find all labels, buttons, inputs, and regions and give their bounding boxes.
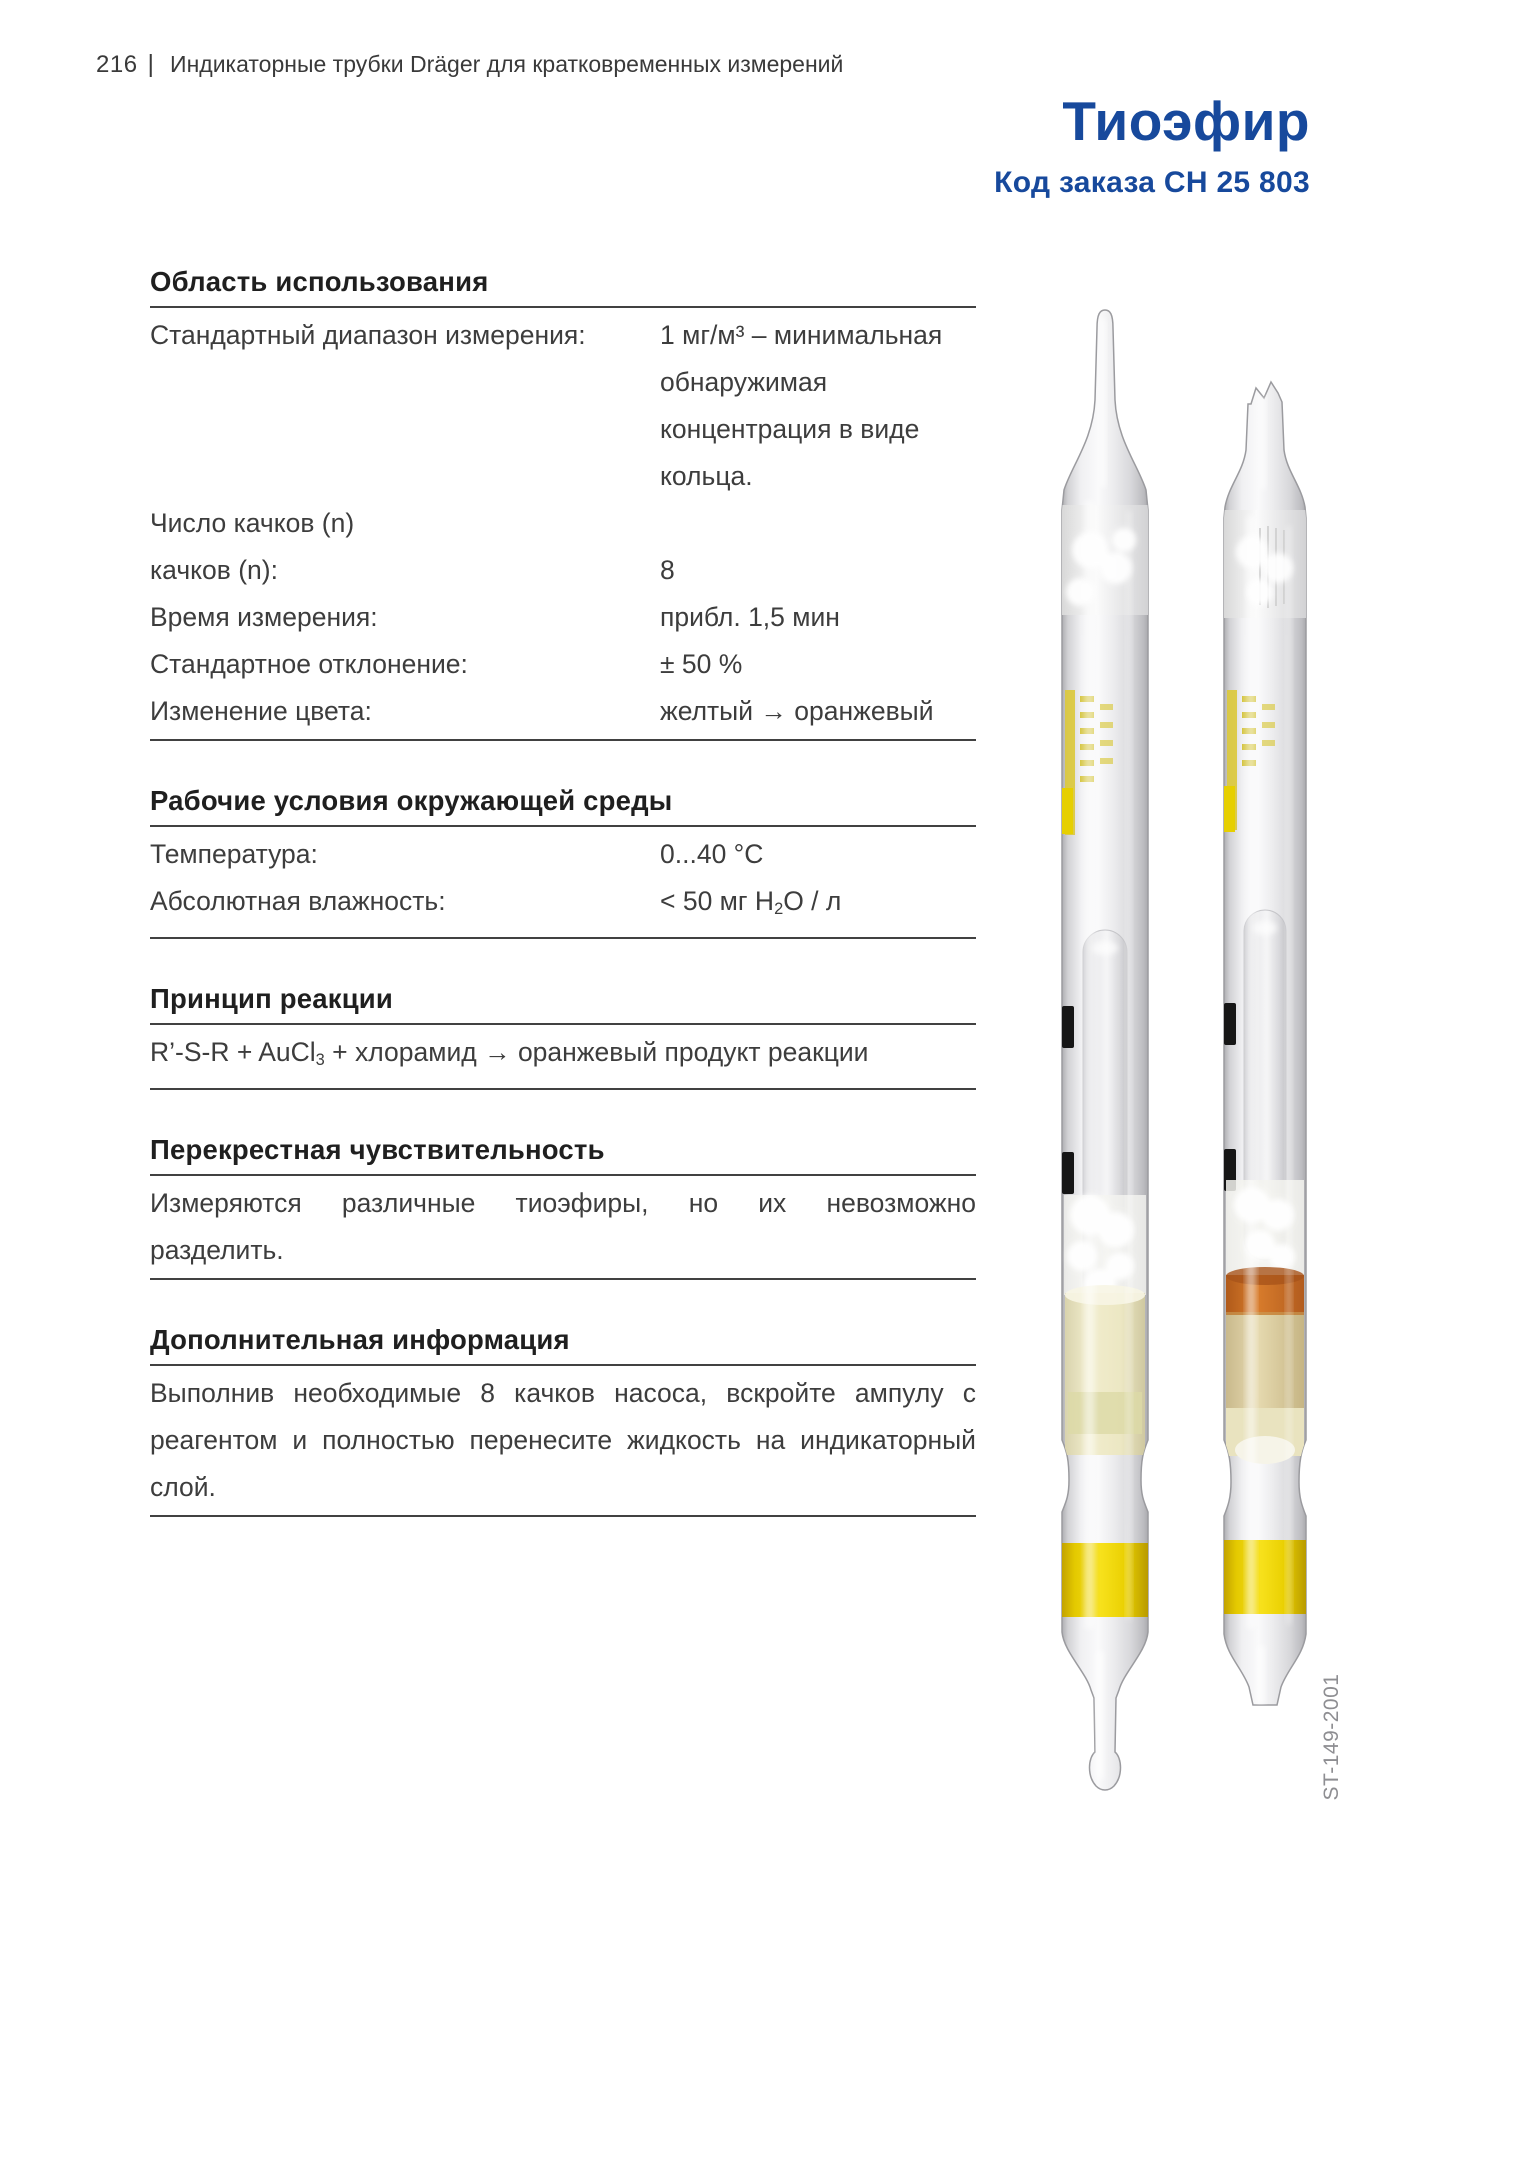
section-additional-info-body xyxy=(150,1364,976,1517)
paragraph-line: слой. xyxy=(150,1472,216,1503)
row-value-line: 1 мг/м³ – минимальная xyxy=(660,320,943,350)
section-cross-sensitivity xyxy=(150,1134,976,1280)
product-name: Тиоэфир xyxy=(1062,90,1310,152)
tube-right-indicator-layer xyxy=(1226,1315,1304,1410)
section-reaction-body xyxy=(150,1023,976,1090)
section-application-body xyxy=(150,306,976,741)
tube-right-black-mark xyxy=(1224,1003,1236,1045)
tube-right xyxy=(1224,382,1306,1705)
row-label: Стандартный диапазон измерения: xyxy=(150,320,586,350)
photo-reference-label: ST-149-2001 xyxy=(1320,1673,1343,1801)
tubes-illustration xyxy=(1020,300,1360,1800)
row-value: 0...40 °C xyxy=(660,839,764,869)
tube-left-yellow-mark xyxy=(1062,788,1073,834)
section-application-heading: Область использования xyxy=(150,266,489,297)
formula-post: + хлорамид → оранжевый продукт реакции xyxy=(324,1037,869,1068)
table-row xyxy=(150,547,976,594)
row-label: Число качков (n) xyxy=(150,508,355,538)
humidity-sub: 2 xyxy=(774,900,784,919)
section-ambient xyxy=(150,785,976,939)
formula-pre: R’-S-R + AuCl xyxy=(150,1037,316,1068)
page-header xyxy=(96,50,843,79)
row-value xyxy=(660,500,976,547)
row-value-multiline xyxy=(660,312,976,500)
paragraph-line: Выполнив необходимые 8 качков насоса, вскройте ампулу с xyxy=(150,1378,976,1409)
paragraph-line: реагентом и полностью перенесите жидкость на индикаторный xyxy=(150,1425,976,1456)
table-row xyxy=(150,688,976,735)
humidity-post: O / л xyxy=(783,886,842,916)
row-value: 8 xyxy=(660,555,675,585)
header-title: Индикаторные трубки Dräger для кратковременных измерений xyxy=(170,51,844,77)
formula-line xyxy=(150,1029,976,1084)
row-label: Температура: xyxy=(150,839,318,869)
section-reaction xyxy=(150,983,976,1090)
row-value-line: концентрация в виде xyxy=(660,414,920,444)
reaction-formula xyxy=(150,1029,976,1084)
table-row xyxy=(150,500,976,547)
row-value xyxy=(660,878,976,933)
table-row xyxy=(150,878,976,933)
row-label: Время измерения: xyxy=(150,602,378,632)
table-row xyxy=(150,594,976,641)
formula-sub: 3 xyxy=(315,1051,325,1070)
tube-left xyxy=(1062,310,1148,1790)
row-label: качков (n): xyxy=(150,555,278,585)
section-application xyxy=(150,266,976,741)
page-number: 216 xyxy=(96,51,138,78)
row-label: Изменение цвета: xyxy=(150,696,372,726)
indicator-tubes-photo xyxy=(1020,300,1360,1800)
section-additional-info xyxy=(150,1324,976,1517)
section-additional-info-heading: Дополнительная информация xyxy=(150,1324,570,1356)
row-label: Абсолютная влажность: xyxy=(150,886,446,916)
section-reaction-heading: Принцип реакции xyxy=(150,983,394,1015)
section-ambient-heading: Рабочие условия окружающей среды xyxy=(150,785,673,816)
table-row xyxy=(150,831,976,878)
paragraph-line: Измеряются различные тиоэфиры, но их невозможно xyxy=(150,1188,976,1219)
tube-left-black-mark xyxy=(1062,1006,1074,1048)
row-value: желтый → оранжевый xyxy=(660,696,934,726)
tube-right-yellow-mark xyxy=(1224,786,1235,832)
product-title-block xyxy=(994,90,1310,200)
row-value-line: обнаружимая xyxy=(660,367,828,397)
tube-right-yellow-band xyxy=(1224,1540,1306,1614)
tube-left-yellow-band xyxy=(1062,1543,1148,1617)
section-ambient-body xyxy=(150,825,976,939)
row-value-line: кольца. xyxy=(660,461,753,491)
row-label: Стандартное отклонение: xyxy=(150,649,468,679)
paragraph-line: разделить. xyxy=(150,1235,284,1266)
content-column xyxy=(150,266,976,1517)
row-value: прибл. 1,5 мин xyxy=(660,602,840,632)
table-row xyxy=(150,641,976,688)
tube-left-black-mark xyxy=(1062,1152,1074,1194)
section-cross-sensitivity-body xyxy=(150,1174,976,1280)
table-row xyxy=(150,312,976,500)
order-code: Код заказа CH 25 803 xyxy=(994,166,1310,199)
humidity-pre: < 50 мг H xyxy=(660,886,775,916)
section-cross-sensitivity-heading: Перекрестная чувствительность xyxy=(150,1134,605,1166)
header-divider: | xyxy=(147,50,155,78)
row-value: ± 50 % xyxy=(660,649,743,679)
